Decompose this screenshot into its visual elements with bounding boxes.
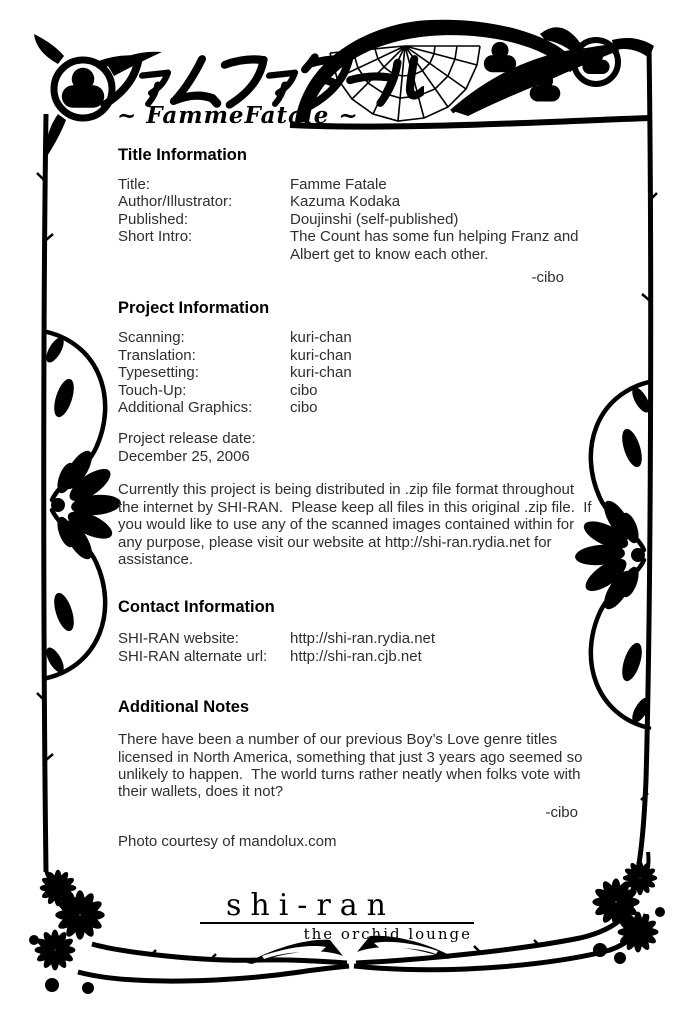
credit-row [118,176,592,193]
row-value-url: http://shi-ran.rydia.net [290,630,436,648]
contact-info-rows [118,630,592,665]
section-heading: Contact Information [118,598,275,617]
credit-row [118,193,592,210]
distribution-note: Currently this project is being distributed in .zip file format throughout the internet by SHI-RAN. Please keep all files in this original .zip file. If you would like to use any of the scanned images contained within for any purpose, please visit our website at http://shi-ran.rydia.net for assistance. [118,481,596,568]
section-project-information [118,299,596,568]
logo-tagline: the orchid lounge [303,925,472,943]
row-label: Title: [118,176,150,193]
credit-row [118,364,592,381]
row-value: kuri-chan [290,346,352,364]
row-value: cibo [290,399,318,417]
row-label: SHI-RAN alternate url: [118,647,268,665]
project-info-rows [118,329,592,416]
section-contact-information [118,598,592,665]
row-label: Author/Illustrator: [118,193,233,211]
credit-row [118,211,592,228]
row-value-url: http://shi-ran.cjb.net [290,647,422,665]
title-info-rows [118,176,592,263]
title-romanized: ~ FammeFatale ~ [117,102,359,129]
credit-row [118,399,592,416]
row-label: Typesetting: [118,364,199,382]
logo-group-name: shi-ran [200,891,474,924]
credit-row [118,648,592,665]
release-date-value: December 25, 2006 [118,447,250,465]
signature-cibo: -cibo [531,269,564,287]
photo-credit: Photo courtesy of mandolux.com [118,833,337,851]
section-title-information [118,146,592,286]
additional-note-text: There have been a number of our previous Boy’s Love genre titles licensed in North America, something that just 3 years ago seemed so unlikely to happen. The world turns rather neatly when folks vote with their wallets, does it not? [118,731,587,801]
release-date-label: Project release date: [118,430,256,448]
section-heading: Additional Notes [118,698,250,717]
row-label: Translation: [118,346,196,364]
credit-row [118,630,592,647]
row-value: kuri-chan [290,364,352,382]
row-value: cibo [290,381,318,399]
section-heading: Title Information [118,146,247,164]
row-value: Famme Fatale [290,176,387,193]
row-label: Scanning: [118,329,185,347]
row-label: Short Intro: [118,228,193,246]
row-value: kuri-chan [290,329,352,347]
row-label: Touch-Up: [118,381,187,399]
signature-cibo: -cibo [545,803,578,821]
row-value: Doujinshi (self-published) [290,210,459,228]
credits-content [118,146,596,851]
row-value: Kazuma Kodaka [290,193,401,211]
row-label: Additional Graphics: [118,399,253,417]
shiran-logo [200,888,474,943]
credit-row [118,382,592,399]
credit-row [118,329,592,346]
section-additional-notes [118,698,592,850]
section-heading: Project Information [118,299,270,318]
release-date-block [118,430,592,465]
credit-row [118,228,592,263]
row-value: The Count has some fun helping Franz and Albert get to know each other. [290,228,579,263]
row-label: SHI-RAN website: [118,630,239,648]
credit-row [118,347,592,364]
row-label: Published: [118,210,189,228]
